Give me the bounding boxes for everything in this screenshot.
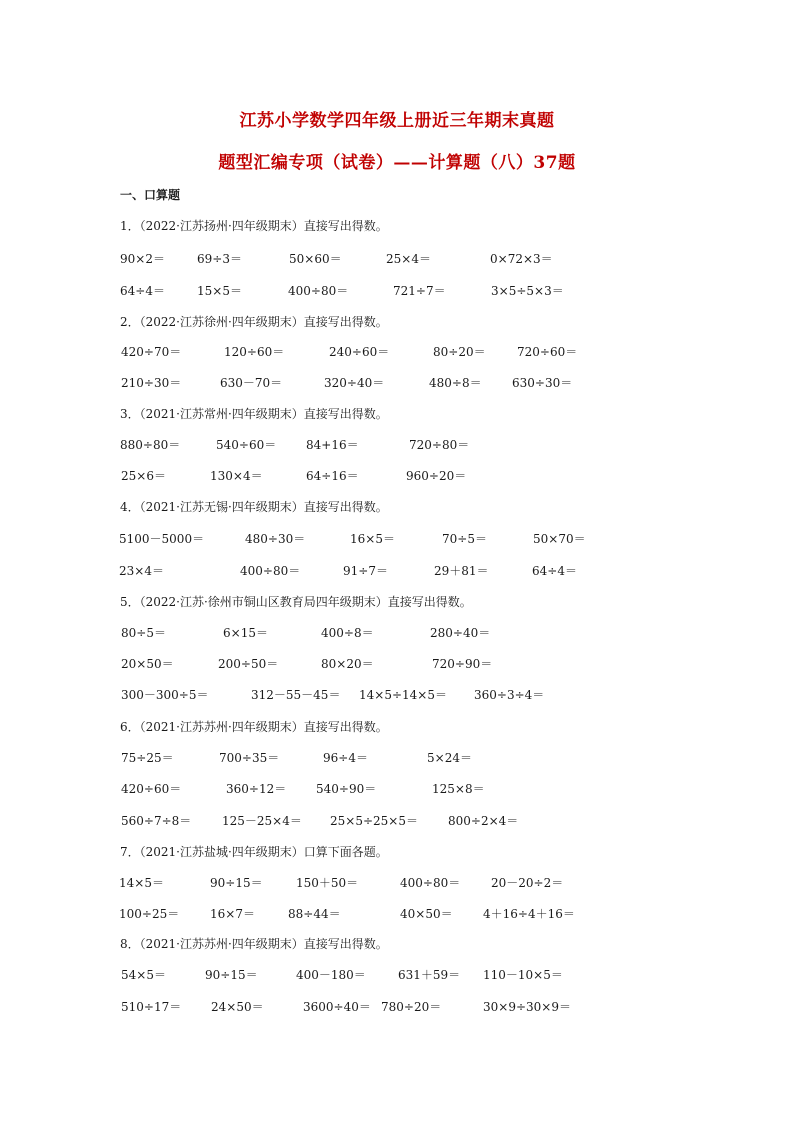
q6-problem: 800÷2×4＝ bbox=[448, 814, 519, 828]
q4-problem: 91÷7＝ bbox=[343, 564, 388, 578]
question-5-heading: 5．（2022·江苏·徐州市铜山区教育局四年级期末）直接写出得数。 bbox=[120, 595, 472, 609]
q6-problem: 560÷7÷8＝ bbox=[121, 814, 192, 828]
q8-problem: 780÷20＝ bbox=[381, 1000, 442, 1014]
q5-problem: 14×5÷14×5＝ bbox=[359, 688, 447, 702]
q3-problem: 880÷80＝ bbox=[120, 438, 181, 452]
q2-problem: 630÷30＝ bbox=[512, 376, 573, 390]
q1-problem: 3×5÷5×3＝ bbox=[491, 284, 564, 298]
q6-problem: 96÷4＝ bbox=[323, 751, 368, 765]
q5-problem: 20×50＝ bbox=[121, 657, 174, 671]
q7-problem: 100÷25＝ bbox=[119, 907, 180, 921]
q6-problem: 75÷25＝ bbox=[121, 751, 174, 765]
q5-problem: 300－300÷5＝ bbox=[121, 688, 209, 702]
q6-problem: 360÷12＝ bbox=[226, 782, 287, 796]
q4-problem: 64÷4＝ bbox=[532, 564, 577, 578]
q7-problem: 40×50＝ bbox=[400, 907, 453, 921]
q1-problem: 400÷80＝ bbox=[288, 284, 349, 298]
q5-problem: 400÷8＝ bbox=[321, 626, 374, 640]
q1-problem: 64÷4＝ bbox=[120, 284, 165, 298]
q8-problem: 400－180＝ bbox=[296, 968, 366, 982]
q3-problem: 64÷16＝ bbox=[306, 469, 359, 483]
q3-problem: 25×6＝ bbox=[121, 469, 166, 483]
q7-problem: 150＋50＝ bbox=[296, 876, 359, 890]
q6-problem: 125－25×4＝ bbox=[222, 814, 302, 828]
q2-problem: 320÷40＝ bbox=[324, 376, 385, 390]
q2-problem: 420÷70＝ bbox=[121, 345, 182, 359]
q1-problem: 69÷3＝ bbox=[197, 252, 242, 266]
q7-problem: 400÷80＝ bbox=[400, 876, 461, 890]
q5-problem: 360÷3÷4＝ bbox=[474, 688, 545, 702]
q8-problem: 30×9÷30×9＝ bbox=[483, 1000, 571, 1014]
title-line-1: 江苏小学数学四年级上册近三年期末真题 bbox=[239, 111, 555, 131]
q5-problem: 80÷5＝ bbox=[121, 626, 166, 640]
q8-problem: 3600÷40＝ bbox=[303, 1000, 371, 1014]
question-3-heading: 3．（2021·江苏常州·四年级期末）直接写出得数。 bbox=[120, 407, 388, 421]
q8-problem: 110－10×5＝ bbox=[483, 968, 563, 982]
question-1-heading: 1．（2022·江苏扬州·四年级期末）直接写出得数。 bbox=[120, 219, 388, 233]
question-8-heading: 8．（2021·江苏苏州·四年级期末）直接写出得数。 bbox=[120, 937, 388, 951]
q3-problem: 960÷20＝ bbox=[406, 469, 467, 483]
q4-problem: 23×4＝ bbox=[119, 564, 164, 578]
q7-problem: 20－20÷2＝ bbox=[491, 876, 564, 890]
q1-problem: 721÷7＝ bbox=[393, 284, 446, 298]
q7-problem: 88÷44＝ bbox=[288, 907, 341, 921]
q4-problem: 29＋81＝ bbox=[434, 564, 489, 578]
q1-problem: 0×72×3＝ bbox=[490, 252, 553, 266]
q4-problem: 480÷30＝ bbox=[245, 532, 306, 546]
q2-problem: 120÷60＝ bbox=[224, 345, 285, 359]
q7-problem: 14×5＝ bbox=[119, 876, 164, 890]
q3-problem: 130×4＝ bbox=[210, 469, 263, 483]
q7-problem: 90÷15＝ bbox=[210, 876, 263, 890]
q6-problem: 125×8＝ bbox=[432, 782, 485, 796]
q6-problem: 5×24＝ bbox=[427, 751, 472, 765]
question-7-heading: 7．（2021·江苏盐城·四年级期末）口算下面各题。 bbox=[120, 845, 388, 859]
q2-problem: 240÷60＝ bbox=[329, 345, 390, 359]
q2-problem: 720÷60＝ bbox=[517, 345, 578, 359]
q5-problem: 280÷40＝ bbox=[430, 626, 491, 640]
q8-problem: 54×5＝ bbox=[121, 968, 166, 982]
question-4-heading: 4．（2021·江苏无锡·四年级期末）直接写出得数。 bbox=[120, 500, 388, 514]
q8-problem: 631＋59＝ bbox=[398, 968, 461, 982]
q1-problem: 90×2＝ bbox=[120, 252, 165, 266]
question-6-heading: 6．（2021·江苏苏州·四年级期末）直接写出得数。 bbox=[120, 720, 388, 734]
q3-problem: 720÷80＝ bbox=[409, 438, 470, 452]
q1-problem: 50×60＝ bbox=[289, 252, 342, 266]
q6-problem: 540÷90＝ bbox=[316, 782, 377, 796]
q5-problem: 6×15＝ bbox=[223, 626, 268, 640]
q3-problem: 540÷60＝ bbox=[216, 438, 277, 452]
q4-problem: 70÷5＝ bbox=[442, 532, 487, 546]
q6-problem: 25×5÷25×5＝ bbox=[330, 814, 418, 828]
q8-problem: 90÷15＝ bbox=[205, 968, 258, 982]
q3-problem: 84+16＝ bbox=[306, 438, 359, 452]
q2-problem: 630－70＝ bbox=[220, 376, 283, 390]
q1-problem: 15×5＝ bbox=[197, 284, 242, 298]
q5-problem: 312－55－45＝ bbox=[251, 688, 341, 702]
q2-problem: 80÷20＝ bbox=[433, 345, 486, 359]
q4-problem: 400÷80＝ bbox=[240, 564, 301, 578]
q8-problem: 510÷17＝ bbox=[121, 1000, 182, 1014]
q5-problem: 200÷50＝ bbox=[218, 657, 279, 671]
q5-problem: 720÷90＝ bbox=[432, 657, 493, 671]
q7-problem: 16×7＝ bbox=[210, 907, 255, 921]
q4-problem: 50×70＝ bbox=[533, 532, 586, 546]
q2-problem: 210÷30＝ bbox=[121, 376, 182, 390]
q1-problem: 25×4＝ bbox=[386, 252, 431, 266]
q8-problem: 24×50＝ bbox=[211, 1000, 264, 1014]
q6-problem: 700÷35＝ bbox=[219, 751, 280, 765]
title-line-2: 题型汇编专项（试卷）——计算题（八）37题 bbox=[218, 153, 576, 173]
q4-problem: 16×5＝ bbox=[350, 532, 395, 546]
question-2-heading: 2．（2022·江苏徐州·四年级期末）直接写出得数。 bbox=[120, 315, 388, 329]
section-heading-oral-calculation: 一、口算题 bbox=[120, 188, 181, 202]
q5-problem: 80×20＝ bbox=[321, 657, 374, 671]
q6-problem: 420÷60＝ bbox=[121, 782, 182, 796]
q4-problem: 5100－5000＝ bbox=[119, 532, 205, 546]
q7-problem: 4＋16÷4＋16＝ bbox=[483, 907, 575, 921]
q2-problem: 480÷8＝ bbox=[429, 376, 482, 390]
